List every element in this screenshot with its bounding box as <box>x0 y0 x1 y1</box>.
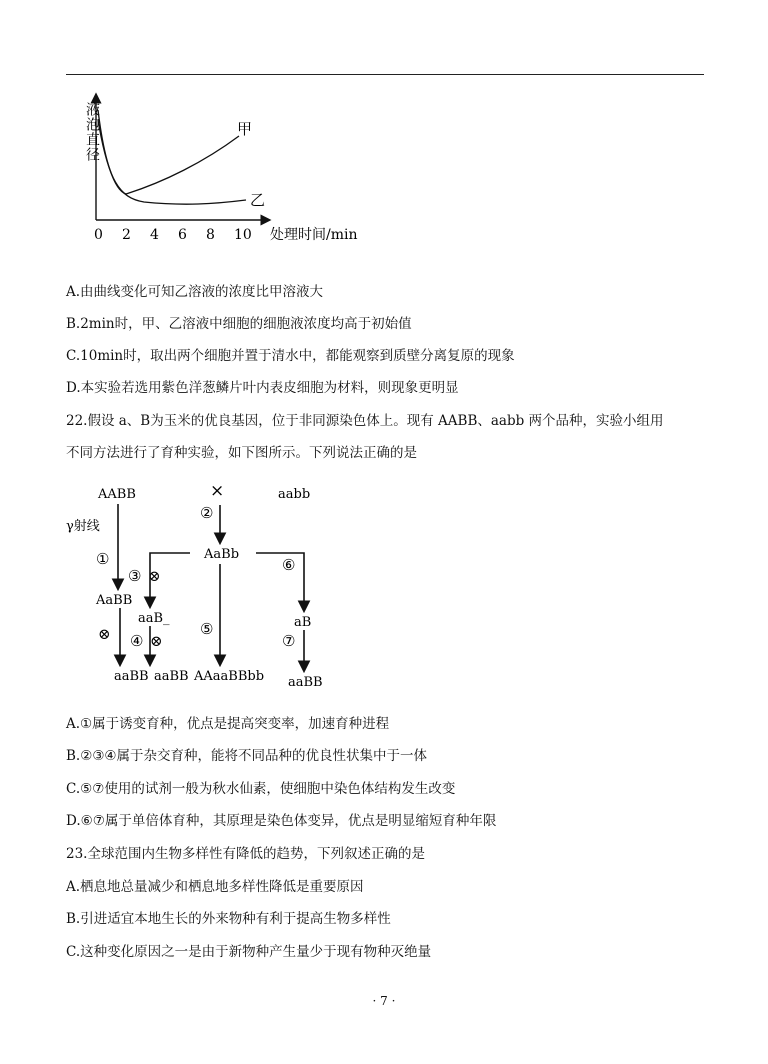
result-aabb-2: aaBB <box>154 669 189 684</box>
vacuole-diameter-graph <box>74 90 374 250</box>
breeding-diagram <box>60 478 350 693</box>
self-cross-1: ⊗ <box>98 625 111 643</box>
y-axis-label: 液泡直径 <box>84 102 100 162</box>
q22-stem-line2: 不同方法进行了育种实验，如下图所示。下列说法正确的是 <box>66 445 417 461</box>
q22-stem-line1: 22.假设 a、B为玉米的优良基因，位于非同源染色体上。现有 AABB、aabb 两个品种，实验小组用 <box>66 413 664 429</box>
q21-option-d: D.本实验若选用紫色洋葱鳞片叶内表皮细胞为材料，则现象更明显 <box>66 380 459 396</box>
gamma-ray-label: γ射线 <box>66 519 100 534</box>
curve-jia-label: 甲 <box>237 120 253 138</box>
step-3: ③ <box>128 567 142 585</box>
self-cross-4: ⊗ <box>150 632 163 650</box>
f1-aabb: AaBb <box>204 547 240 562</box>
q23-option-c: C.这种变化原因之一是由于新物种产生量少于现有物种灭绝量 <box>66 944 432 960</box>
q23-option-a: A.栖息地总量减少和栖息地多样性降低是重要原因 <box>66 879 364 895</box>
step-6: ⑥ <box>282 556 296 574</box>
arrow-f1-to-ab <box>256 553 304 610</box>
result-aabb-3: aaBB <box>288 675 323 690</box>
x-tick: 10 <box>234 227 252 243</box>
x-tick: 8 <box>206 227 215 243</box>
q23-option-b: B.引进适宜本地生长的外来物种有利于提高生物多样性 <box>66 911 391 927</box>
q22-option-c: C.⑤⑦使用的试剂一般为秋水仙素，使细胞中染色体结构发生改变 <box>66 781 456 797</box>
parent-aabb-recessive: aabb <box>278 487 311 502</box>
curve-yi <box>98 120 246 204</box>
curve-jia <box>98 110 239 194</box>
aab-blank: aaB_ <box>138 611 170 626</box>
step-5: ⑤ <box>200 620 214 638</box>
curve-yi-label: 乙 <box>250 191 266 209</box>
q21-option-a: A.由曲线变化可知乙溶液的浓度比甲溶液大 <box>66 284 324 300</box>
mutant-aabb: AaBB <box>96 593 133 608</box>
x-tick: 0 <box>94 227 103 243</box>
self-cross-3: ⊗ <box>148 567 161 585</box>
step-4: ④ <box>130 632 144 650</box>
header-rule <box>66 74 704 75</box>
x-tick: 2 <box>122 227 131 243</box>
result-aabb-1: aaBB <box>114 669 149 684</box>
q23-stem: 23.全球范围内生物多样性有降低的趋势，下列叙述正确的是 <box>66 846 425 862</box>
step-1: ① <box>96 550 110 568</box>
x-axis-label: 处理时间/min <box>270 227 358 243</box>
q22-option-a: A.①属于诱变育种，优点是提高突变率，加速育种进程 <box>66 716 390 732</box>
step-7: ⑦ <box>282 632 296 650</box>
q22-option-b: B.②③④属于杂交育种，能将不同品种的优良性状集中于一体 <box>66 748 428 764</box>
page-number: · 7 · <box>372 994 396 1008</box>
x-tick: 6 <box>178 227 187 243</box>
result-tetraploid: AAaaBBbb <box>194 669 265 684</box>
haploid-ab: aB <box>294 615 312 630</box>
q21-option-c: C.10min时，取出两个细胞并置于清水中，都能观察到质壁分离复原的现象 <box>66 348 515 364</box>
step-2: ② <box>200 504 214 522</box>
x-tick: 4 <box>150 227 159 243</box>
q22-option-d: D.⑥⑦属于单倍体育种，其原理是染色体变异，优点是明显缩短育种年限 <box>66 813 497 829</box>
q21-option-b: B.2min时，甲、乙溶液中细胞的细胞液浓度均高于初始值 <box>66 316 412 332</box>
parent-aabb-dominant: AABB <box>98 487 136 502</box>
cross-sign: × <box>210 481 225 501</box>
